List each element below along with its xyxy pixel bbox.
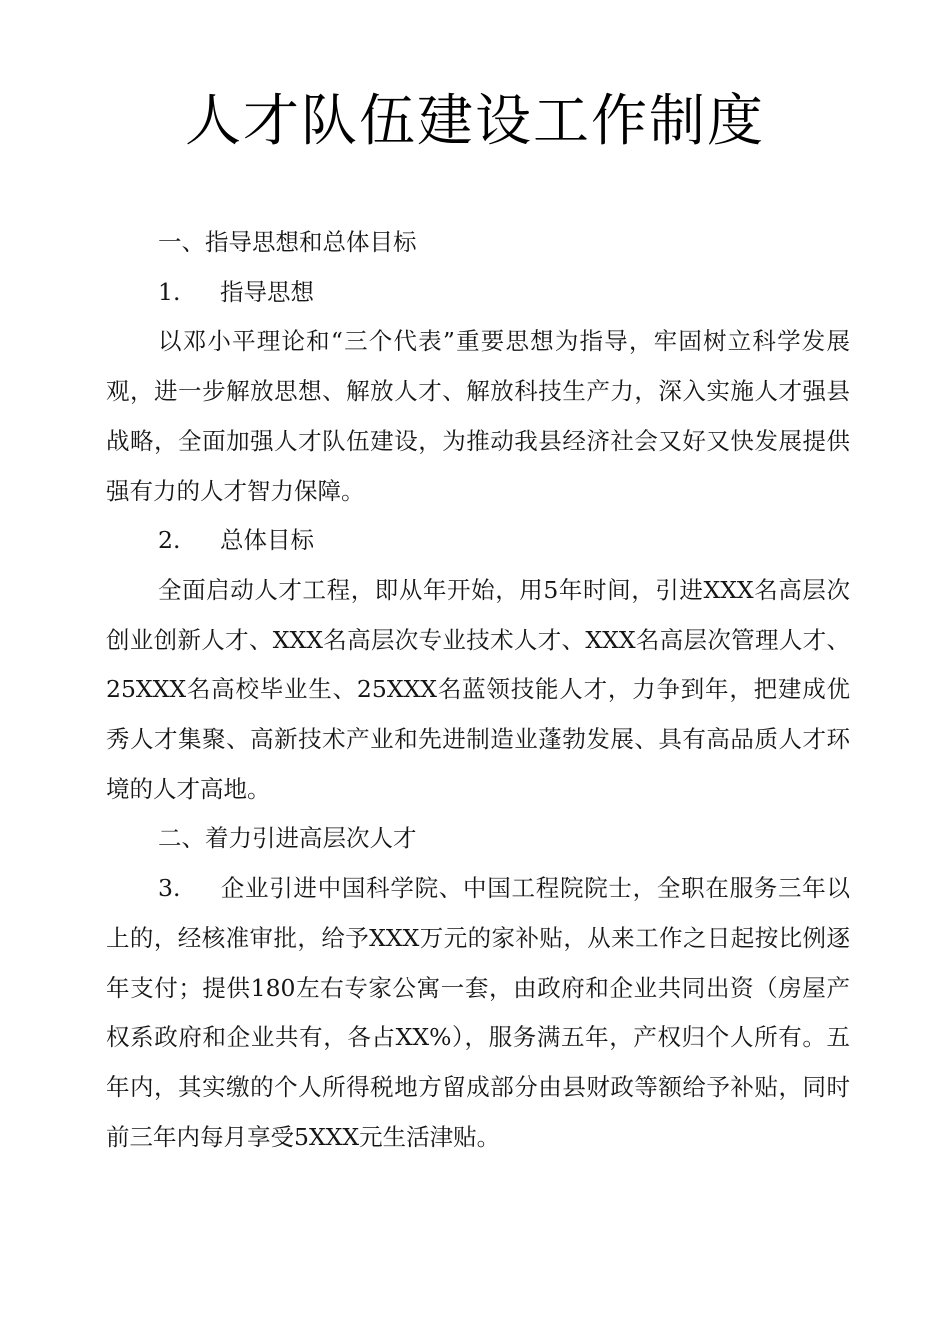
page-title: 人才队伍建设工作制度 <box>185 89 765 154</box>
paragraph-overall-goal: 全面启动人才工程，即从年开始，用5年时间，引进XXX名高层次创业创新人才、XXX名高层次专业技术人才、XXX名高层次管理人才、25XXX名高校毕业生、25XXX名蓝领技能人才，力争到年，把建成优秀人才集聚、高新技术产业和先进制造业蓬勃发展、具有高品质人才环境的人才高地。 <box>106 575 850 803</box>
document-body <box>106 218 850 1162</box>
section-heading-1: 一、指导思想和总体目标 <box>158 228 417 256</box>
numbered-heading-1 <box>106 268 850 318</box>
item-label: 指导思想 <box>220 277 314 306</box>
numbered-paragraph-3 <box>106 864 850 1162</box>
numbered-heading-2 <box>106 516 850 566</box>
item-number: 1. <box>158 277 181 306</box>
item-label: 总体目标 <box>220 526 314 555</box>
item-number: 3. <box>158 874 181 903</box>
section-heading-2: 二、着力引进高层次人才 <box>158 824 417 853</box>
paragraph-guiding-thought: 以邓小平理论和“三个代表”重要思想为指导，牢固树立科学发展观，进一步解放思想、解放人才、解放科技生产力，深入实施人才强县战略，全面加强人才队伍建设，为推动我县经济社会又好又快发展提供强有力的人才智力保障。 <box>106 327 850 505</box>
item-number: 2. <box>158 526 181 555</box>
item-text: 企业引进中国科学院、中国工程院院士，全职在服务三年以上的，经核准审批，给予XXX万元的家补贴，从来工作之日起按比例逐年支付；提供180左右专家公寓一套，由政府和企业共同出资（房屋产权系政府和企业共有，各占XX%），服务满五年，产权归个人所有。五年内，其实缴的个人所得税地方留成部分由县财政等额给予补贴，同时前三年内每月享受5XXX元生活津贴。 <box>106 874 850 1151</box>
